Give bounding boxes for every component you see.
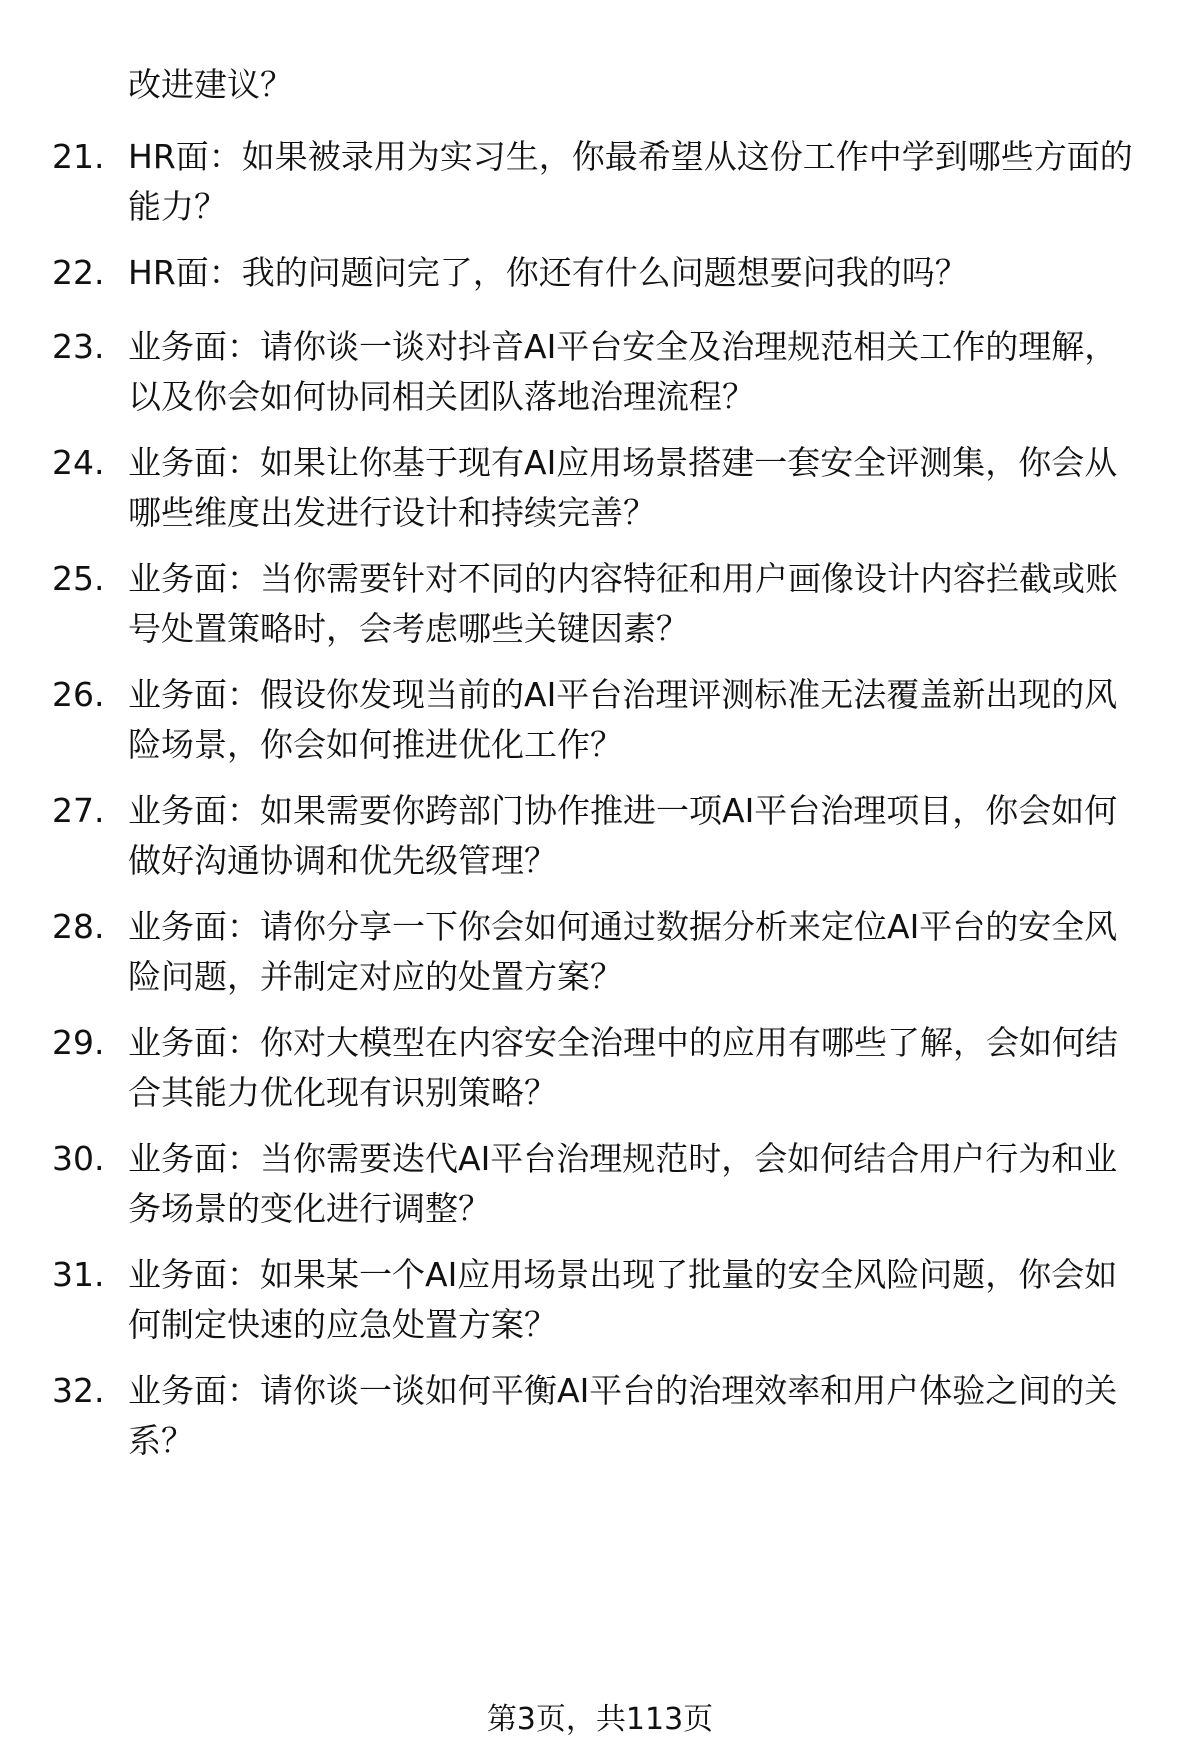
question-number: 27. xyxy=(52,791,105,830)
question-text: 业务面：如果让你基于现有AI应用场景搭建一套安全评测集，你会从哪些维度出发进行设计和持续完善？ xyxy=(128,443,1118,532)
question-number: 28. xyxy=(52,907,105,946)
question-number: 23. xyxy=(52,327,105,366)
question-text: 业务面：你对大模型在内容安全治理中的应用有哪些了解，会如何结合其能力优化现有识别策略？ xyxy=(128,1023,1118,1112)
question-number: 32. xyxy=(52,1371,105,1410)
page-number-footer: 第3页，共113页 xyxy=(486,1702,714,1737)
question-text: 业务面：当你需要针对不同的内容特征和用户画像设计内容拦截或账号处置策略时，会考虑哪些关键因素？ xyxy=(128,559,1118,648)
question-text: 业务面：请你分享一下你会如何通过数据分析来定位AI平台的安全风险问题，并制定对应的处置方案？ xyxy=(128,907,1118,996)
question-number: 22. xyxy=(52,253,105,292)
question-text: 业务面：当你需要迭代AI平台治理规范时，会如何结合用户行为和业务场景的变化进行调整？ xyxy=(128,1139,1118,1228)
question-text: 业务面：假设你发现当前的AI平台治理评测标准无法覆盖新出现的风险场景，你会如何推进优化工作？ xyxy=(128,675,1118,764)
question-number: 31. xyxy=(52,1255,105,1294)
question-text: 业务面：请你谈一谈如何平衡AI平台的治理效率和用户体验之间的关系？ xyxy=(128,1371,1118,1460)
question-text: HR面：我的问题问完了，你还有什么问题想要问我的吗？ xyxy=(128,253,968,292)
question-text: 业务面：请你谈一谈对抖音AI平台安全及治理规范相关工作的理解，以及你会如何协同相关团队落地治理流程？ xyxy=(128,327,1118,416)
question-number: 25. xyxy=(52,559,105,598)
question-text: HR面：如果被录用为实习生，你最希望从这份工作中学到哪些方面的能力？ xyxy=(128,137,1133,226)
question-number: 26. xyxy=(52,675,105,714)
question-text: 业务面：如果需要你跨部门协作推进一项AI平台治理项目，你会如何做好沟通协调和优先级管理？ xyxy=(128,791,1118,880)
question-number: 24. xyxy=(52,443,105,482)
question-text: 业务面：如果某一个AI应用场景出现了批量的安全风险问题，你会如何制定快速的应急处置方案？ xyxy=(128,1255,1118,1344)
continuation-text: 改进建议？ xyxy=(128,65,293,104)
question-number: 30. xyxy=(52,1139,105,1178)
question-number: 21. xyxy=(52,137,105,176)
question-number: 29. xyxy=(52,1023,105,1062)
